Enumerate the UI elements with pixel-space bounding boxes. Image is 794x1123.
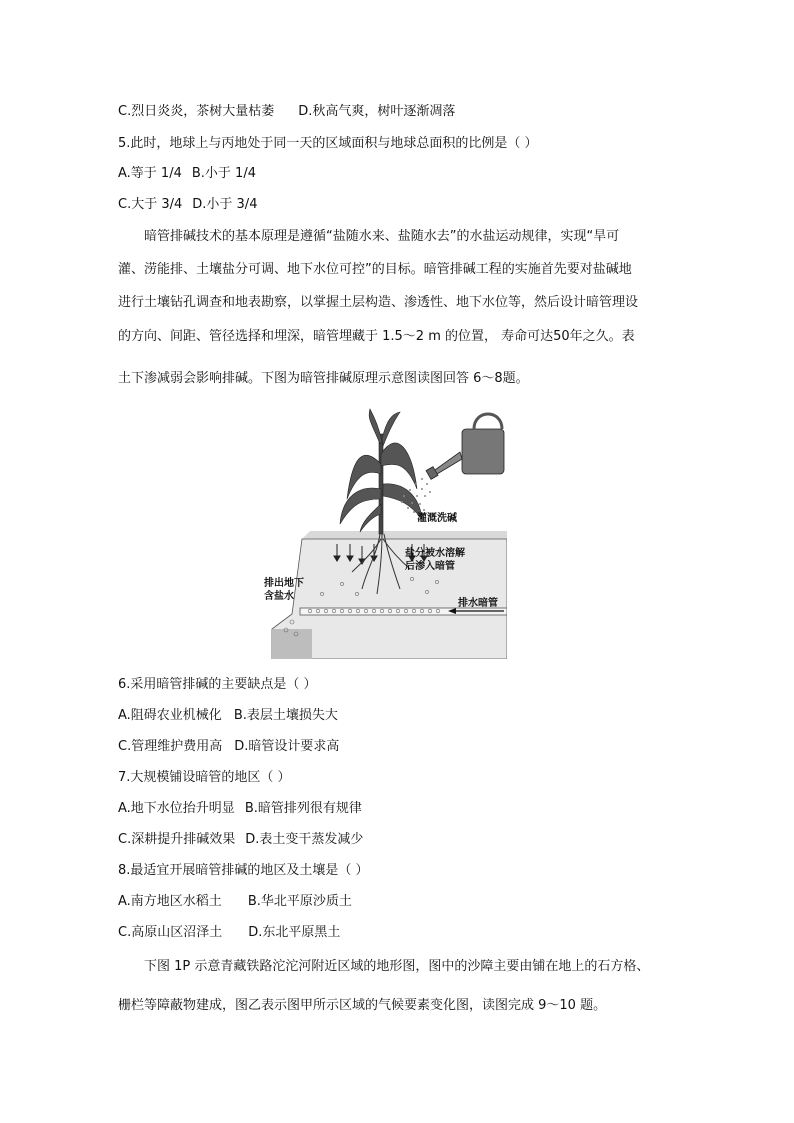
q6-option-a: A.阻碍农业机械化 xyxy=(118,708,222,723)
q8-options-cd xyxy=(118,924,340,942)
q6-option-d: D.暗管设计要求高 xyxy=(234,739,340,754)
q5-options-cd xyxy=(118,196,257,214)
drainage-pipe-diagram xyxy=(262,404,507,659)
q4-option-c: C.烈日炎炎，茶树大量枯萎 xyxy=(118,104,275,119)
q4-options-cd xyxy=(118,103,455,121)
q7-options-ab xyxy=(118,800,362,818)
q6-stem: 6.采用暗管排碱的主要缺点是（ ） xyxy=(118,677,317,692)
diagram-svg xyxy=(262,404,507,659)
q8-option-a: A.南方地区水稻土 xyxy=(118,894,222,909)
q8-stem: 8.最适宜开展暗管排碱的地区及土壤是（ ） xyxy=(118,863,369,878)
q5-option-b: B.小于 1/4 xyxy=(191,166,256,181)
q5-option-c: C.大于 3/4 xyxy=(118,197,183,212)
q6-option-b: B.表层土壤损失大 xyxy=(233,708,338,723)
q7-option-b: B.暗管排列很有规律 xyxy=(244,801,362,816)
label-drain-line1: 排出地下 xyxy=(264,578,304,589)
q5-stem: 5.此时，地球上与丙地处于同一天的区域面积与地球总面积的比例是（ ） xyxy=(118,136,538,151)
q4-option-d: D.秋高气爽，树叶逐渐凋落 xyxy=(298,104,456,119)
label-irrigate: 灌溉洗碱 xyxy=(417,513,457,524)
passage1-line5: 土下渗减弱会影响排碱。下图为暗管排碱原理示意图读图回答 6～8题。 xyxy=(118,371,529,386)
passage2-line1: 下图 1P 示意青藏铁路沱沱河附近区域的地形图，图中的沙障主要由铺在地上的石方格、 xyxy=(144,959,650,974)
lower-ground xyxy=(272,629,312,659)
q7-options-cd xyxy=(118,831,363,849)
watering-can xyxy=(426,414,504,479)
passage2-line2: 栅栏等障蔽物建成，图乙表示图甲所示区域的气候要素变化图，读图完成 9～10 题。 xyxy=(118,998,607,1013)
q7-option-d: D.表土变干蒸发减少 xyxy=(245,832,364,847)
label-pipe: 排水暗管 xyxy=(458,598,498,609)
q8-option-c: C.高原山区沼泽土 xyxy=(118,925,223,940)
q6-option-c: C.管理维护费用高 xyxy=(118,739,223,754)
plant xyxy=(340,409,422,534)
passage1-line3: 进行土壤钻孔调查和地表勘察，以掌握土层构造、渗透性、地下水位等，然后设计暗管理设 xyxy=(118,295,639,310)
q5-options-ab xyxy=(118,165,256,183)
label-salt-line2: 后渗入暗管 xyxy=(405,561,455,572)
label-drain-line2: 含盐水 xyxy=(264,591,294,602)
q8-option-b: B.华北平原沙质土 xyxy=(247,894,352,909)
q8-options-ab xyxy=(118,893,352,911)
q7-stem: 7.大规模铺设暗管的地区（ ） xyxy=(118,770,291,785)
passage1-line2: 灌、涝能排、土壤盐分可调、地下水位可控”的目标。暗管排碱工程的实施首先要对盐碱地 xyxy=(118,262,632,277)
q6-options-cd xyxy=(118,738,339,756)
soil-surface xyxy=(302,531,507,539)
label-salt-line1: 盐分被水溶解 xyxy=(405,548,465,559)
q7-option-a: A.地下水位抬升明显 xyxy=(118,801,235,816)
passage1-line1: 暗管排碱技术的基本原理是遵循“盐随水来、盐随水去”的水盐运动规律，实现“旱可 xyxy=(144,229,620,244)
passage1-line4: 的方向、间距、管径选择和埋深，暗管埋藏于 1.5～2 m 的位置， 寿命可达50年之久。表 xyxy=(118,329,635,344)
q7-option-c: C.深耕提升排碱效果 xyxy=(118,832,236,847)
q8-option-d: D.东北平原黑土 xyxy=(248,925,341,940)
q6-options-ab xyxy=(118,707,338,725)
q5-option-a: A.等于 1/4 xyxy=(118,166,182,181)
q5-option-d: D.小于 3/4 xyxy=(192,197,258,212)
